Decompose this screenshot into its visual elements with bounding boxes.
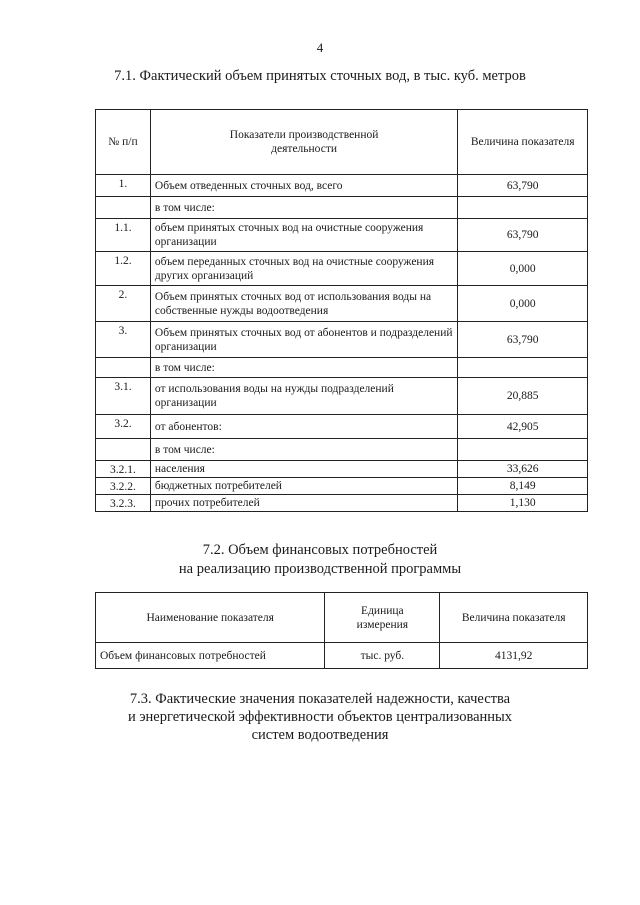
section-7-3-title: 7.3. Фактические значения показателей надежности, качества и энергетической эффективности объектов централизованных систем водоотведения bbox=[127, 691, 513, 743]
header-number: № п/п bbox=[96, 110, 151, 175]
wastewater-volume-table bbox=[95, 109, 588, 512]
table-row: 1.1. объем принятых сточных вод на очистные сооружения организации 63,790 bbox=[96, 219, 588, 252]
table-header-row bbox=[96, 110, 588, 175]
table-row: 3.1. от использования воды на нужды подразделений организации 20,885 bbox=[96, 378, 588, 415]
header-value: Величина показателя bbox=[458, 110, 588, 175]
header-unit: Единица измерения bbox=[325, 593, 440, 643]
table-row: 3.2.3. прочих потребителей 1,130 bbox=[96, 495, 588, 512]
table-header-row bbox=[96, 593, 588, 643]
header-name: Наименование показателя bbox=[96, 593, 325, 643]
table-row: 3.2. от абонентов: 42,905 bbox=[96, 415, 588, 439]
section-7-1-title: 7.1. Фактический объем принятых сточных вод, в тыс. куб. метров bbox=[114, 68, 526, 84]
table-row: 1.2. объем переданных сточных вод на очистные сооружения других организаций 0,000 bbox=[96, 252, 588, 286]
table-row: 3. Объем принятых сточных вод от абонентов и подразделений организации 63,790 bbox=[96, 322, 588, 358]
table-row: в том числе: bbox=[96, 439, 588, 461]
header-value: Величина показателя bbox=[440, 593, 588, 643]
table-row: Объем финансовых потребностей тыс. руб. 4131,92 bbox=[96, 643, 588, 669]
table-row: в том числе: bbox=[96, 358, 588, 378]
header-indicator: Показатели производственной деятельности bbox=[150, 110, 457, 175]
table-row: в том числе: bbox=[96, 197, 588, 219]
table-row: 3.2.1. населения 33,626 bbox=[96, 461, 588, 478]
table-row: 1. Объем отведенных сточных вод, всего 63,790 bbox=[96, 175, 588, 197]
table-row: 2. Объем принятых сточных вод от использования воды на собственные нужды водоотведения 0,000 bbox=[96, 286, 588, 322]
page-number: 4 bbox=[316, 40, 324, 55]
financial-needs-table bbox=[95, 592, 588, 669]
table-row: 3.2.2. бюджетных потребителей 8,149 bbox=[96, 478, 588, 495]
section-7-2-title: 7.2. Объем финансовых потребностей на реализацию производственной программы bbox=[178, 542, 462, 577]
